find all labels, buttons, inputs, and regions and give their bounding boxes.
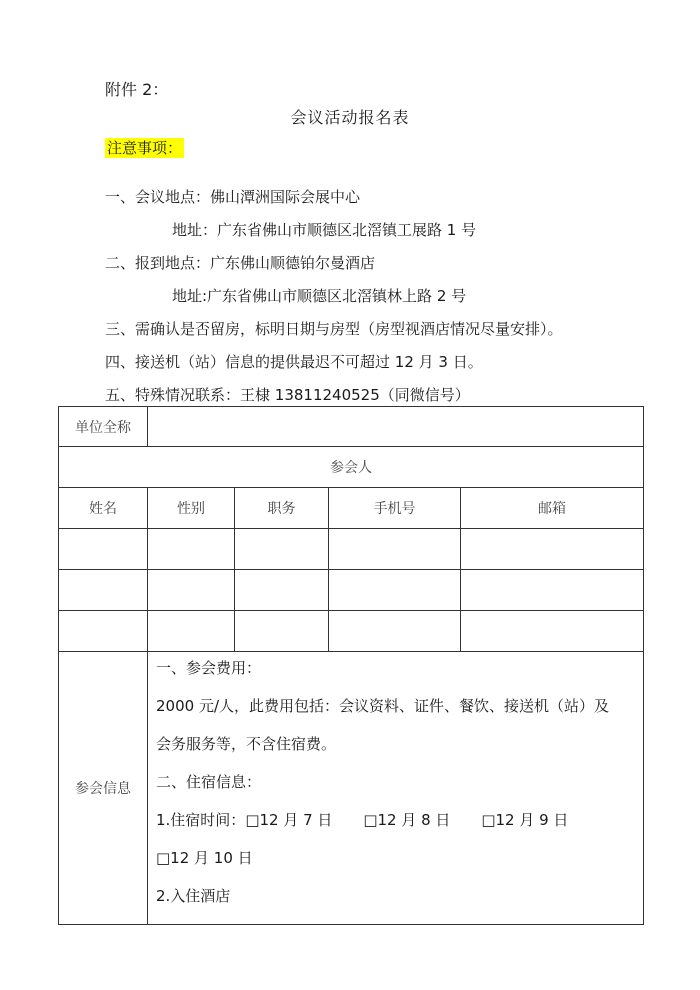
meeting-location: 一、会议地点：佛山潭洲国际会展中心 bbox=[105, 188, 361, 206]
fee-description-line2: 会务服务等，不含住宿费。 bbox=[156, 735, 337, 753]
email-cell[interactable] bbox=[461, 529, 644, 570]
name-cell[interactable] bbox=[59, 570, 148, 611]
room-note: 三、需确认是否留房，标明日期与房型（房型视酒店情况尽量安排）。 bbox=[105, 320, 563, 338]
gender-cell[interactable] bbox=[148, 529, 235, 570]
attendance-info-cell bbox=[148, 652, 644, 925]
column-header-email: 邮箱 bbox=[461, 488, 644, 529]
notice-heading: 注意事项： bbox=[107, 139, 183, 157]
checkin-location: 二、报到地点：广东佛山顺德铂尔曼酒店 bbox=[105, 254, 376, 272]
registration-form-table bbox=[58, 406, 644, 925]
email-cell[interactable] bbox=[461, 611, 644, 652]
date-checkbox-dec7[interactable]: □12 月 7 日 bbox=[245, 811, 333, 829]
position-cell[interactable] bbox=[235, 611, 329, 652]
column-header-position: 职务 bbox=[235, 488, 329, 529]
checkin-address: 地址:广东省佛山市顺德区北滘镇林上路 2 号 bbox=[172, 287, 467, 305]
participants-heading: 参会人 bbox=[59, 447, 644, 488]
page-title: 会议活动报名表 bbox=[290, 108, 410, 127]
position-cell[interactable] bbox=[235, 529, 329, 570]
stay-time-label: 1.住宿时间： bbox=[156, 811, 246, 829]
phone-cell[interactable] bbox=[329, 529, 461, 570]
name-cell[interactable] bbox=[59, 529, 148, 570]
gender-cell[interactable] bbox=[148, 611, 235, 652]
column-header-name: 姓名 bbox=[59, 488, 148, 529]
date-checkbox-dec9[interactable]: □12 月 9 日 bbox=[481, 811, 569, 829]
position-cell[interactable] bbox=[235, 570, 329, 611]
attachment-label: 附件 2： bbox=[105, 80, 169, 99]
meeting-address: 地址：广东省佛山市顺德区北滘镇工展路 1 号 bbox=[172, 221, 477, 239]
name-cell[interactable] bbox=[59, 611, 148, 652]
column-header-phone: 手机号 bbox=[329, 488, 461, 529]
unit-name-field[interactable] bbox=[148, 407, 644, 447]
attendance-info-label: 参会信息 bbox=[59, 652, 148, 925]
hotel-label: 2.入住酒店 bbox=[156, 887, 231, 905]
table-row bbox=[59, 570, 644, 611]
table-row bbox=[59, 529, 644, 570]
contact-note: 五、特殊情况联系：王棣 13811240525（同微信号） bbox=[105, 386, 470, 404]
email-cell[interactable] bbox=[461, 570, 644, 611]
date-checkbox-dec8[interactable]: □12 月 8 日 bbox=[363, 811, 451, 829]
fee-description-line1: 2000 元/人，此费用包括：会议资料、证件、餐饮、接送机（站）及 bbox=[156, 697, 609, 715]
fee-heading: 一、参会费用： bbox=[156, 659, 262, 677]
lodging-heading: 二、住宿信息： bbox=[156, 773, 262, 791]
unit-name-label: 单位全称 bbox=[59, 407, 148, 447]
gender-cell[interactable] bbox=[148, 570, 235, 611]
phone-cell[interactable] bbox=[329, 570, 461, 611]
transfer-deadline-note: 四、接送机（站）信息的提供最迟不可超过 12 月 3 日。 bbox=[105, 353, 483, 371]
table-row bbox=[59, 611, 644, 652]
date-checkbox-dec10[interactable]: □12 月 10 日 bbox=[156, 849, 253, 867]
stay-time-row bbox=[156, 810, 635, 830]
column-header-gender: 性别 bbox=[148, 488, 235, 529]
phone-cell[interactable] bbox=[329, 611, 461, 652]
